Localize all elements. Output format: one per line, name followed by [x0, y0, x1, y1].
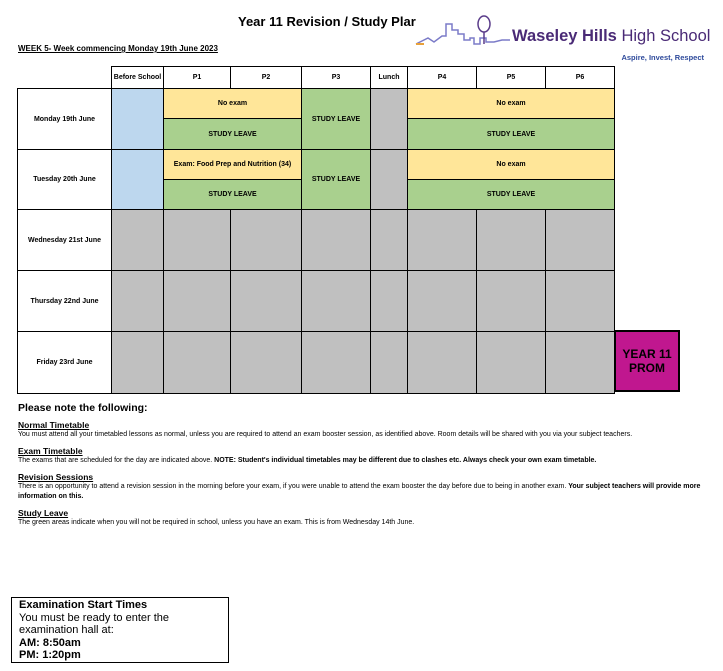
col-p5: P5 — [477, 67, 546, 89]
blocked-cell — [112, 271, 164, 332]
col-p1: P1 — [164, 67, 231, 89]
blocked-cell — [302, 271, 371, 332]
lunch-cell — [371, 150, 408, 210]
page-title: Year 11 Revision / Study Plar — [238, 14, 416, 29]
note-title: Study Leave — [18, 508, 69, 518]
note-body: You must attend all your timetabled lessons as normal, unless you are required to attend an exam booster session, as identified above. Room details will be shared with you via your subject teachers. — [18, 431, 633, 438]
study-leave-cell: STUDY LEAVE — [164, 119, 302, 150]
blocked-cell — [164, 210, 231, 271]
school-tagline: Aspire, Invest, Respect — [621, 53, 704, 62]
study-leave-cell: STUDY LEAVE — [408, 180, 615, 210]
exam-start-times-box — [11, 597, 229, 663]
exam-cell: Exam: Food Prep and Nutrition (34) — [164, 150, 302, 180]
blocked-cell — [231, 332, 302, 394]
prom-badge: YEAR 11 PROM — [614, 330, 680, 392]
study-leave-cell: STUDY LEAVE — [302, 89, 371, 150]
skyline-icon — [414, 14, 514, 52]
exam-times-heading: Examination Start Times — [19, 599, 148, 611]
blocked-cell — [477, 271, 546, 332]
note-body: The exams that are scheduled for the day are indicated above. NOTE: Student's individual timetables may be different due to clashes etc. Always check your own exam timetable. — [18, 457, 597, 464]
day-tuesday: Tuesday 20th June — [18, 150, 112, 210]
week-heading: WEEK 5- Week commencing Monday 19th June 2023 — [18, 44, 218, 53]
note-normal-timetable — [18, 420, 708, 440]
study-leave-cell: STUDY LEAVE — [408, 119, 615, 150]
blocked-cell — [164, 271, 231, 332]
blocked-cell — [371, 332, 408, 394]
note-exam-timetable — [18, 446, 708, 466]
lunch-cell — [371, 89, 408, 150]
blocked-cell — [546, 210, 615, 271]
blocked-cell — [371, 271, 408, 332]
col-p3: P3 — [302, 67, 371, 89]
table-row — [18, 89, 615, 119]
note-revision-sessions — [18, 472, 708, 502]
col-p2: P2 — [231, 67, 302, 89]
blocked-cell — [546, 332, 615, 394]
school-name: Waseley Hills High School — [512, 27, 711, 45]
study-leave-cell: STUDY LEAVE — [302, 150, 371, 210]
blocked-cell — [164, 332, 231, 394]
blocked-cell — [302, 210, 371, 271]
blocked-cell — [112, 332, 164, 394]
note-title: Revision Sessions — [18, 472, 94, 482]
before-school-cell — [112, 89, 164, 150]
blocked-cell — [408, 332, 477, 394]
note-title: Normal Timetable — [18, 420, 90, 430]
note-body: The green areas indicate when you will not be required in school, unless you have an exam. This is from Wednesday 14th June. — [18, 519, 415, 526]
blocked-cell — [477, 332, 546, 394]
table-row — [18, 210, 615, 271]
blocked-cell — [302, 332, 371, 394]
table-row — [18, 332, 615, 394]
day-thursday: Thursday 22nd June — [18, 271, 112, 332]
blocked-cell — [477, 210, 546, 271]
col-p4: P4 — [408, 67, 477, 89]
exam-cell: No exam — [408, 89, 615, 119]
blocked-cell — [371, 210, 408, 271]
study-leave-cell: STUDY LEAVE — [164, 180, 302, 210]
exam-time-am: AM: 8:50am — [19, 636, 81, 649]
col-p6: P6 — [546, 67, 615, 89]
note-study-leave — [18, 508, 708, 528]
blocked-cell — [408, 210, 477, 271]
school-logo — [414, 14, 714, 66]
blocked-cell — [546, 271, 615, 332]
blocked-cell — [112, 210, 164, 271]
day-wednesday: Wednesday 21st June — [18, 210, 112, 271]
table-row — [18, 150, 615, 180]
exam-cell: No exam — [408, 150, 615, 180]
before-school-cell — [112, 150, 164, 210]
col-before-school: Before School — [112, 67, 164, 89]
timetable — [17, 66, 615, 394]
note-body: There is an opportunity to attend a revision session in the morning before your exam, if you were unable to attend the exam booster the day before due to being in another exam. Your subject teachers will provide more information on this. — [18, 483, 701, 500]
table-row — [18, 271, 615, 332]
blocked-cell — [408, 271, 477, 332]
col-lunch: Lunch — [371, 67, 408, 89]
exam-times-instruction: You must be ready to enter the examination hall at: — [19, 611, 170, 636]
day-friday: Friday 23rd June — [18, 332, 112, 394]
blocked-cell — [231, 271, 302, 332]
header-row — [18, 67, 615, 89]
notes-section — [18, 402, 708, 528]
exam-cell: No exam — [164, 89, 302, 119]
exam-time-pm: PM: 1:20pm — [19, 649, 81, 661]
note-title: Exam Timetable — [18, 446, 83, 456]
day-monday: Monday 19th June — [18, 89, 112, 150]
blocked-cell — [231, 210, 302, 271]
notes-heading: Please note the following: — [18, 402, 148, 414]
